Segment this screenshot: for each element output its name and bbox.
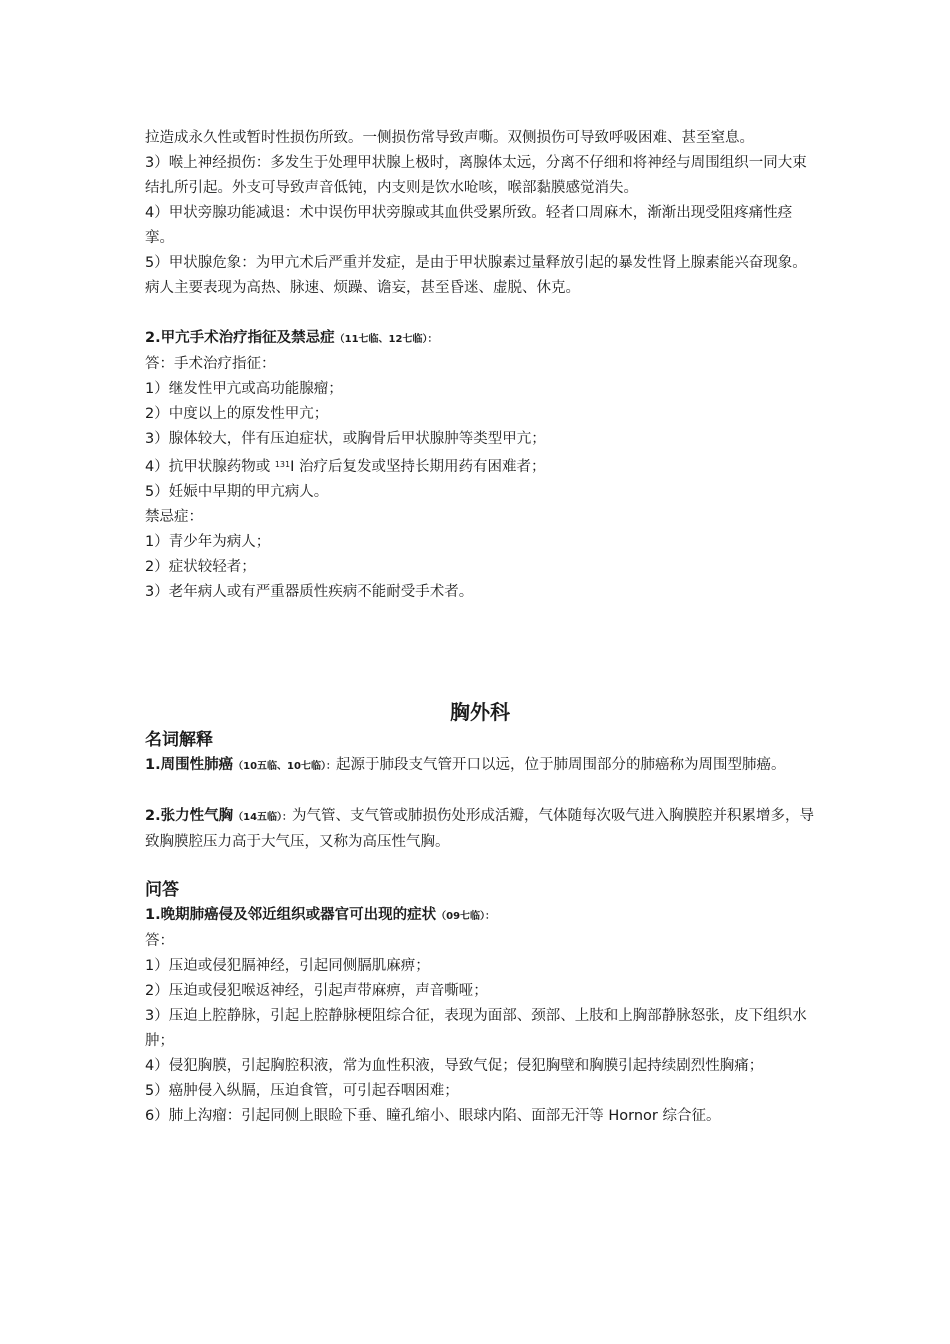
term-title: 2.张力性气胸 [145, 808, 234, 824]
page-content [145, 126, 815, 1129]
list-item: 4）侵犯胸膜，引起胸腔积液，常为血性积液，导致气促；侵犯胸壁和胸膜引起持续剧烈性胸痛； [145, 1058, 764, 1074]
question-heading [145, 903, 815, 929]
answer-intro: 答：手术治疗指征： [145, 356, 276, 372]
paragraph: 3）喉上神经损伤：多发生于处理甲状腺上极时，离腺体太远，分离不仔细和将神经与周围组织一同大束结扎所引起。外支可导致声音低钝，内支则是饮水呛咳，喉部黏膜感觉消失。 [145, 155, 807, 196]
list-item: 6）肺上沟瘤：引起同侧上眼睑下垂、瞳孔缩小、眼球内陷、面部无汗等 Hornor 综合征。 [145, 1108, 721, 1124]
list-item: 2）中度以上的原发性甲亢； [145, 406, 329, 422]
subsection-title: 问答 [145, 880, 179, 900]
paragraph: 拉造成永久性或暂时性损伤所致。一侧损伤常导致声嘶。双侧损伤可导致呼吸困难、甚至窒息。 [145, 130, 754, 146]
list-item: 5）妊娠中早期的甲亢病人。 [145, 484, 329, 500]
list-item-text: 4）抗甲状腺药物或 [145, 459, 271, 475]
list-item: 1）压迫或侵犯膈神经，引起同侧膈肌麻痹； [145, 958, 430, 974]
spacer [145, 605, 815, 697]
isotope-superscript: 131 [274, 460, 291, 469]
list-item [145, 452, 815, 480]
term-definition [145, 804, 815, 855]
list-item: 1）青少年为病人； [145, 534, 271, 550]
list-item: 1）继发性甲亢或高功能腺瘤； [145, 381, 343, 397]
term-note: （10五临、10七临）： [233, 761, 336, 772]
question-title: 2.甲亢手术治疗指征及禁忌症 [145, 330, 335, 346]
list-item: 2）压迫或侵犯喉返神经，引起声带麻痹，声音嘶哑； [145, 983, 488, 999]
list-item: 5）癌肿侵入纵膈，压迫食管，可引起吞咽困难； [145, 1083, 459, 1099]
list-item: 3）压迫上腔静脉，引起上腔静脉梗阻综合征，表现为面部、颈部、上肢和上胸部静脉怒张，皮下组织水肿； [145, 1008, 807, 1049]
paragraph: 5）甲状腺危象：为甲亢术后严重并发症，是由于甲状腺素过量释放引起的暴发性肾上腺素能兴奋现象。病人主要表现为高热、脉速、烦躁、谵妄，甚至昏迷、虚脱、休克。 [145, 255, 807, 296]
question-heading [145, 326, 815, 352]
list-item-text: I 治疗后复发或坚持长期用药有困难者； [290, 459, 546, 475]
term-definition [145, 753, 815, 779]
spacer [145, 855, 815, 877]
list-item: 2）症状较轻者； [145, 559, 256, 575]
question-title: 1.晚期肺癌侵及邻近组织或器官可出现的症状 [145, 907, 437, 923]
paragraph: 4）甲状旁腺功能减退：术中误伤甲状旁腺或其血供受累所致。轻者口周麻木，渐渐出现受阻疼痛性痉挛。 [145, 205, 793, 246]
term-note: （14五临）： [233, 812, 293, 823]
spacer [145, 779, 815, 804]
term-text: 起源于肺段支气管开口以远，位于肺周围部分的肺癌称为周围型肺癌。 [335, 757, 786, 773]
list-item: 3）腺体较大，伴有压迫症状，或胸骨后甲状腺肿等类型甲亢； [145, 431, 546, 447]
answer-intro: 答： [145, 933, 174, 949]
spacer [145, 301, 815, 326]
list-item: 3）老年病人或有严重器质性疾病不能耐受手术者。 [145, 584, 474, 600]
term-title: 1.周围性肺癌 [145, 757, 234, 773]
question-note: （11七临、12七临）： [334, 334, 438, 345]
subsection-title: 名词解释 [145, 730, 213, 750]
term-text: 为气管、支气管或肺损伤处形成活瓣，气体随每次吸气进入胸膜腔并积累增多，导致胸膜腔压力高于大气压，又称为高压性气胸。 [145, 808, 815, 850]
question-note: （09七临）： [436, 911, 496, 922]
contraindication-title: 禁忌症： [145, 509, 203, 525]
section-title: 胸外科 [450, 700, 510, 724]
